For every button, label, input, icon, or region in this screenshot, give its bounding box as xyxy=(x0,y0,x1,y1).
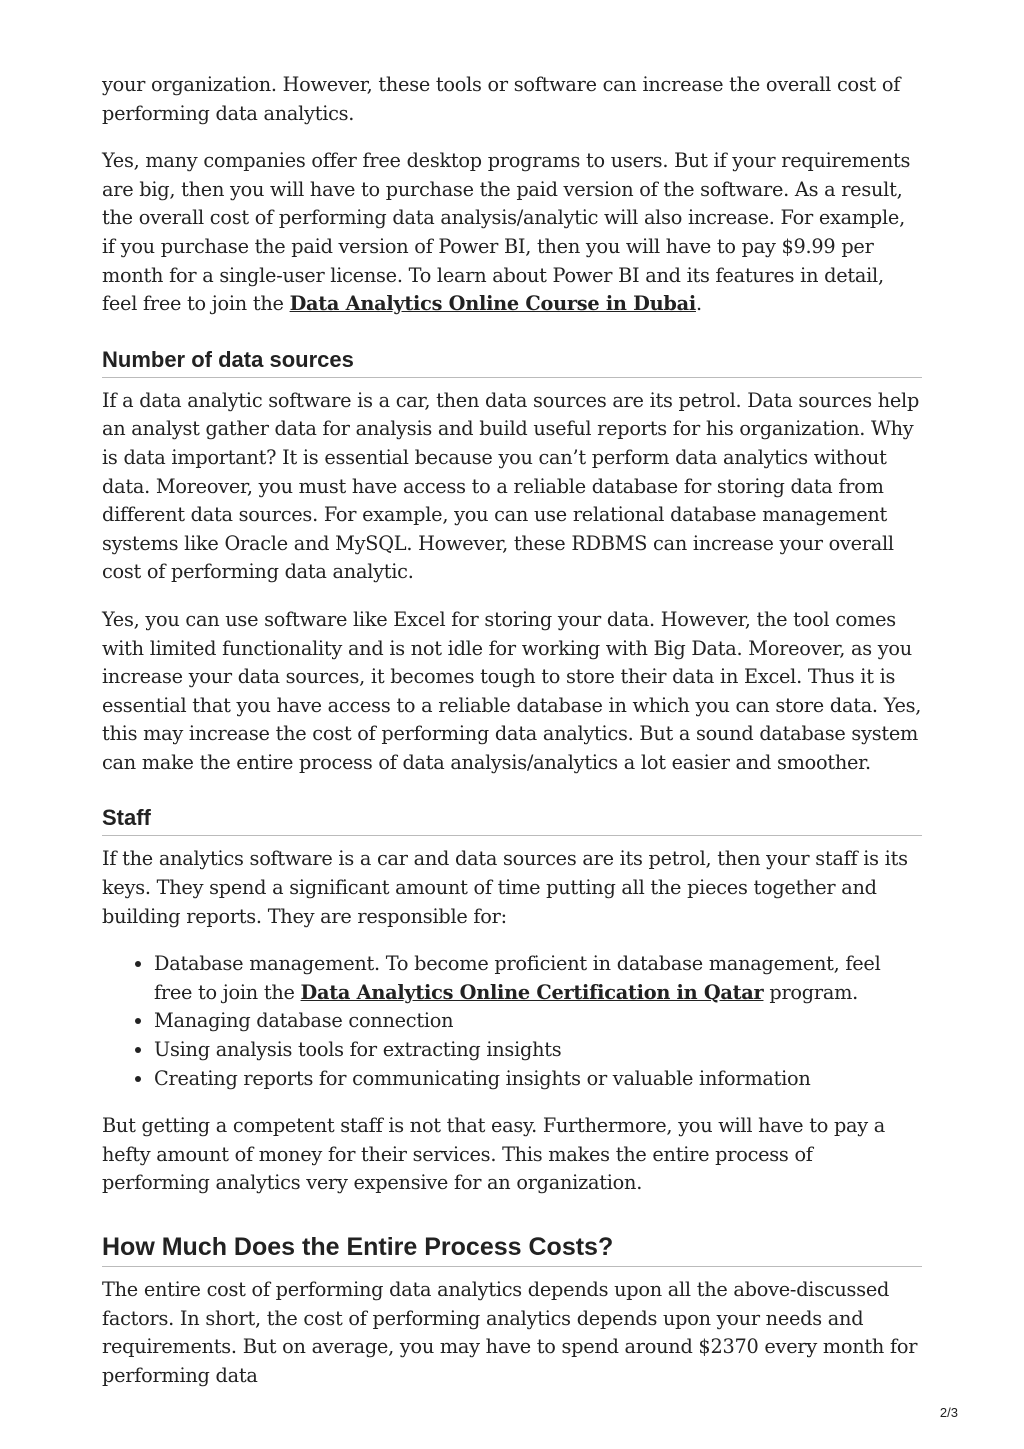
heading-number-of-data-sources: Number of data sources xyxy=(102,346,922,378)
link-data-analytics-certification-qatar[interactable]: Data Analytics Online Certification in Qatar xyxy=(300,980,764,1004)
paragraph-data-sources: If a data analytic software is a car, then data sources are its petrol. Data sources help an analyst gather data for analysis and build useful reports for his organization. Why is data important? It is essential because you can’t perform data analytics without data. Moreover, you must have access to a reliable database for storing data from different data sources. For example, you can use relational database management systems like Oracle and MySQL. However, these RDBMS can increase your overall cost of performing data analytic. xyxy=(102,388,920,584)
document-body xyxy=(102,71,922,1409)
heading-staff: Staff xyxy=(102,804,922,836)
paragraph-power-bi-end: . xyxy=(695,292,702,316)
paragraph-power-bi-text: Yes, many companies offer free desktop programs to users. But if your requirements are big, then you will have to purchase the paid version of the software. As a result, the overall cost of performing data analysis/analytic will also increase. For example, if you purchase the paid version of Power BI, then you will have to pay $9.99 per month for a single-user license. To learn about Power BI and its features in detail, feel free to join the xyxy=(102,149,911,316)
paragraph-total-cost: The entire cost of performing data analytics depends upon all the above-discussed factors. In short, the cost of performing analytics depends upon your needs and requirements. But on average, you may have to spend around $2370 every month for performing data xyxy=(102,1278,918,1387)
paragraph-staff: If the analytics software is a car and data sources are its petrol, then your staff is its keys. They spend a significant amount of time putting all the pieces together and building reports. They are responsible for: xyxy=(102,847,908,928)
link-data-analytics-course-dubai[interactable]: Data Analytics Online Course in Dubai xyxy=(289,292,696,316)
list-item: • Managing database connection xyxy=(154,1007,922,1036)
page-number: 2/3 xyxy=(939,1405,958,1420)
paragraph-staff-cost: But getting a competent staff is not that easy. Furthermore, you will have to pay a hefty amount of money for their services. This makes the entire process of performing analytics very expensive for an organization. xyxy=(102,1114,886,1195)
staff-responsibilities-list xyxy=(102,950,922,1093)
list-item xyxy=(154,950,922,1007)
paragraph-power-bi xyxy=(102,147,922,319)
list-item-text: Database management. To become proficient in database management, feel free to join the xyxy=(154,952,881,1004)
list-item: • Creating reports for communicating insights or valuable information xyxy=(154,1065,922,1094)
list-item: • Using analysis tools for extracting insights xyxy=(154,1036,922,1065)
heading-entire-process-cost: How Much Does the Entire Process Costs? xyxy=(102,1231,922,1267)
paragraph-intro-continued: your organization. However, these tools or software can increase the overall cost of performing data analytics. xyxy=(102,73,901,125)
paragraph-excel: Yes, you can use software like Excel for storing your data. However, the tool comes with limited functionality and is not idle for working with Big Data. Moreover, as you increase your data sources, it becomes tough to store their data in Excel. Thus it is essential that you have access to a reliable database in which you can store data. Yes, this may increase the cost of performing data analytics. But a sound database system can make the entire process of data analysis/analytics a lot easier and smoother. xyxy=(102,607,922,774)
list-item-end: program. xyxy=(763,980,858,1004)
